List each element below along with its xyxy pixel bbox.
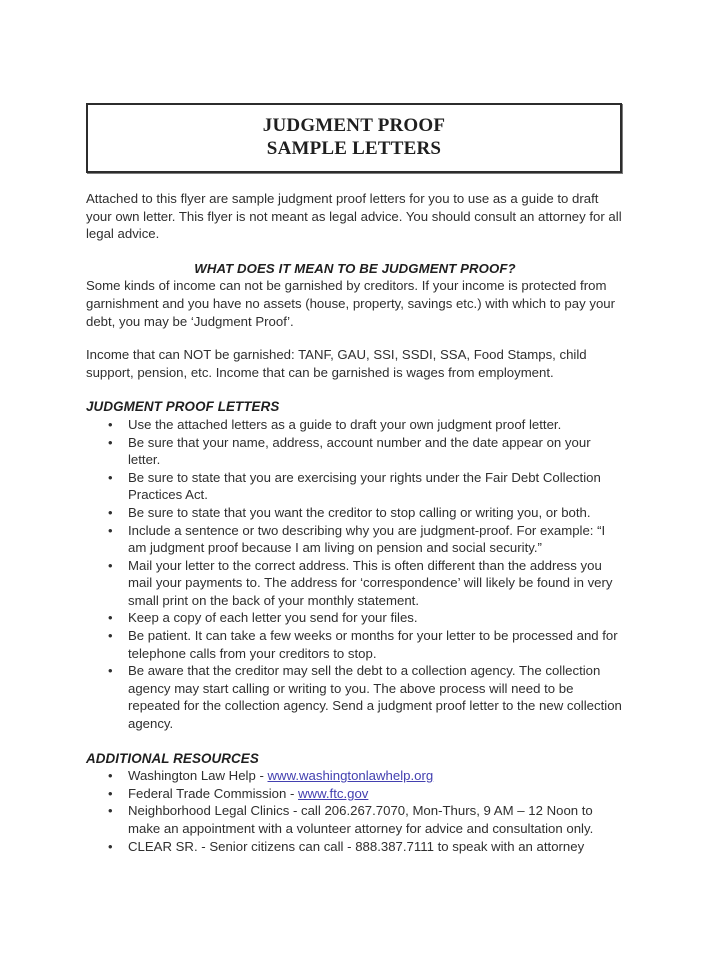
resource-label: CLEAR SR. - Senior citizens can call - 888.387.7111 to speak with an attorney [128,838,585,854]
list-item: • Keep a copy of each letter you send for your files. [86,609,624,627]
resource-label: Neighborhood Legal Clinics - call 206.267.7070, Mon-Thurs, 9 AM – 12 Noon to make an appointment with a volunteer attorney for advice and consultation only. [128,803,594,836]
section-heading-judgment-proof-meaning: WHAT DOES IT MEAN TO BE JUDGMENT PROOF? [194,260,516,276]
judgment-proof-letters-list [86,416,624,733]
section-heading-additional-resources: ADDITIONAL RESOURCES [86,750,259,766]
list-item: • Be sure that your name, address, account number and the date appear on your letter. [86,434,624,469]
document-content [86,103,624,855]
list-item [86,767,624,785]
resource-link[interactable]: www.ftc.gov [298,785,369,801]
list-item: • Be aware that the creditor may sell the debt to a collection agency. The collection agency may start calling or writing to you. The above process will need to be repeated for the collection agency. Send a judgment proof letter to the new collection agency. [86,662,624,732]
judgment-proof-meaning-paragraph: Some kinds of income can not be garnished by creditors. If your income is protected from garnishment and you have no assets (house, property, savings etc.) with which to pay your debt, you may be ‘Judgment Proof’. [86,278,615,329]
list-item [86,802,624,837]
document-title-line-2: SAMPLE LETTERS [266,138,442,159]
additional-resources-list [86,767,624,855]
list-item: • Mail your letter to the correct address. This is often different than the address you mail your payments to. The address for ‘correspondence’ will likely be found in very small print on the back of your monthly statement. [86,557,624,610]
list-item [86,838,624,856]
list-item: • Be sure to state that you are exercising your rights under the Fair Debt Collection Practices Act. [86,469,624,504]
list-item: • Include a sentence or two describing why you are judgment-proof. For example: “I am judgment proof because I am living on pension and social security.” [86,522,624,557]
title-box [86,103,622,173]
resource-label: Federal Trade Commission - [128,785,299,801]
list-item [86,785,624,803]
document-title-line-1: JUDGMENT PROOF [262,115,446,136]
intro-paragraph: Attached to this flyer are sample judgment proof letters for you to use as a guide to draft your own letter. This flyer is not meant as legal advice. You should consult an attorney for all legal advice. [86,191,622,242]
list-item: • Be patient. It can take a few weeks or months for your letter to be processed and for telephone calls from your creditors to stop. [86,627,624,662]
resource-link[interactable]: www.washingtonlawhelp.org [267,768,434,784]
list-item: • Use the attached letters as a guide to draft your own judgment proof letter. [86,416,624,434]
section-heading-judgment-proof-letters: JUDGMENT PROOF LETTERS [86,399,280,415]
garnishable-income-paragraph: Income that can NOT be garnished: TANF, GAU, SSI, SSDI, SSA, Food Stamps, child support, pension, etc. Income that can be garnished is wages from employment. [86,347,587,380]
resource-label: Washington Law Help - [128,768,268,784]
list-item: • Be sure to state that you want the creditor to stop calling or writing you, or both. [86,504,624,522]
